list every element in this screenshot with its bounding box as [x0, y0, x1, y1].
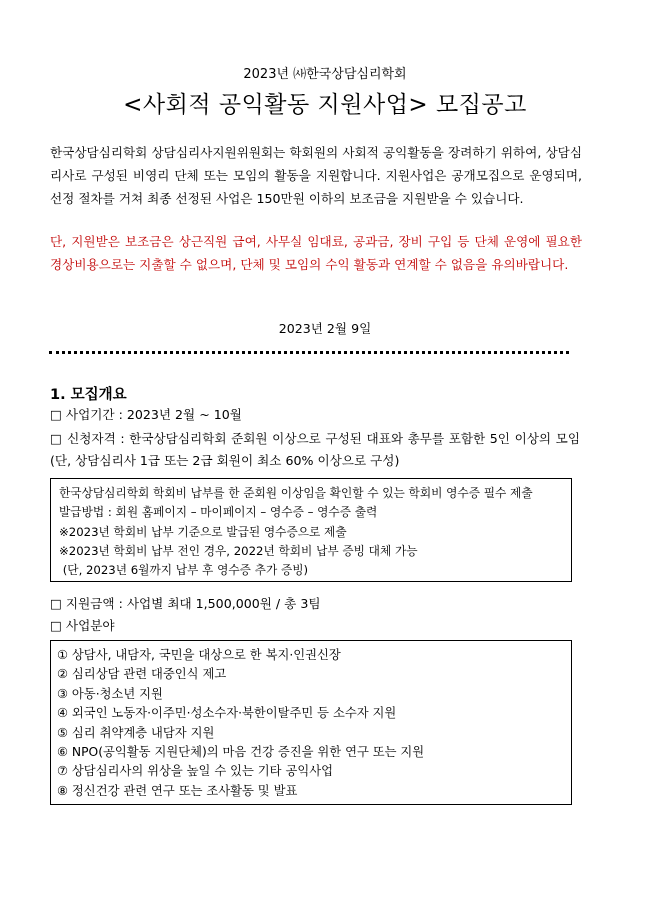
intro-paragraph: 한국상담심리학회 상담심리사지원위원회는 학회원의 사회적 공익활동을 장려하기 위하여, 상담심리사로 구성된 비영리 단체 또는 모임의 활동을 지원합니다. 지원사업은 공개모집으로 운영되며, 선정 절차를 거쳐 최종 선정된 사업은 150만원 이하의 보조금을 지원받을 수 있습니다.	[50, 145, 582, 206]
receipt-line: ※2023년 학회비 납부 전인 경우, 2022년 학회비 납부 증빙 대체 가능	[59, 543, 418, 558]
dotted-divider	[49, 351, 569, 354]
warning-paragraph: 단, 지원받은 보조금은 상근직원 급여, 사무실 임대료, 공과금, 장비 구입 등 단체 운영에 필요한 경상비용으로는 지출할 수 없으며, 단체 및 모임의 수익 활동과 연계할 수 없음을 유의바랍니다.	[50, 234, 582, 272]
list-item: ⑦ 상담심리사의 위상을 높일 수 있는 기타 공익사업	[57, 764, 333, 779]
notice-date: 2023년 2월 9일	[278, 321, 372, 336]
list-item: ④ 외국인 노동자·이주민·성소수자·북한이탈주민 등 소수자 지원	[57, 706, 397, 721]
business-field-label: □ 사업분야	[50, 618, 115, 633]
support-amount: □ 지원금액 : 사업별 최대 1,500,000원 / 총 3팀	[50, 596, 321, 611]
list-item: ② 심리상담 관련 대중인식 제고	[57, 667, 227, 682]
eligibility: □ 신청자격 : 한국상담심리학회 준회원 이상으로 구성된 대표와 총무를 포함한 5인 이상의 모임 (단, 상담심리사 1급 또는 2급 회원이 최소 60% 이상으로 구성)	[50, 431, 580, 468]
receipt-line: (단, 2023년 6월까지 납부 후 영수증 추가 증빙)	[59, 563, 309, 578]
receipt-line: 발급방법 : 회원 홈페이지 – 마이페이지 – 영수증 – 영수증 출력	[59, 505, 378, 520]
receipt-requirement-box	[50, 478, 572, 582]
section-heading-overview: 1. 모집개요	[50, 387, 127, 403]
receipt-line: 한국상담심리학회 학회비 납부를 한 준회원 이상임을 확인할 수 있는 학회비 영수증 필수 제출	[59, 486, 533, 500]
list-item: ⑧ 정신건강 관련 연구 또는 조사활동 및 발표	[57, 783, 298, 798]
list-item: ① 상담사, 내담자, 국민을 대상으로 한 복지·인권신장	[57, 648, 341, 662]
receipt-line: ※2023년 학회비 납부 기준으로 발급된 영수증으로 제출	[59, 524, 347, 539]
business-fields-box	[50, 640, 572, 805]
list-item: ⑥ NPO(공익활동 지원단체)의 마음 건강 증진을 위한 연구 또는 지원	[57, 745, 425, 760]
list-item: ⑤ 심리 취약계층 내담자 지원	[57, 725, 215, 740]
business-period: □ 사업기간 : 2023년 2월 ~ 10월	[50, 407, 242, 422]
list-item: ③ 아동·청소년 지원	[57, 686, 163, 701]
organization-line: 2023년 ㈔한국상담심리학회	[243, 67, 407, 82]
page-title: <사회적 공익활동 지원사업> 모집공고	[123, 92, 527, 118]
